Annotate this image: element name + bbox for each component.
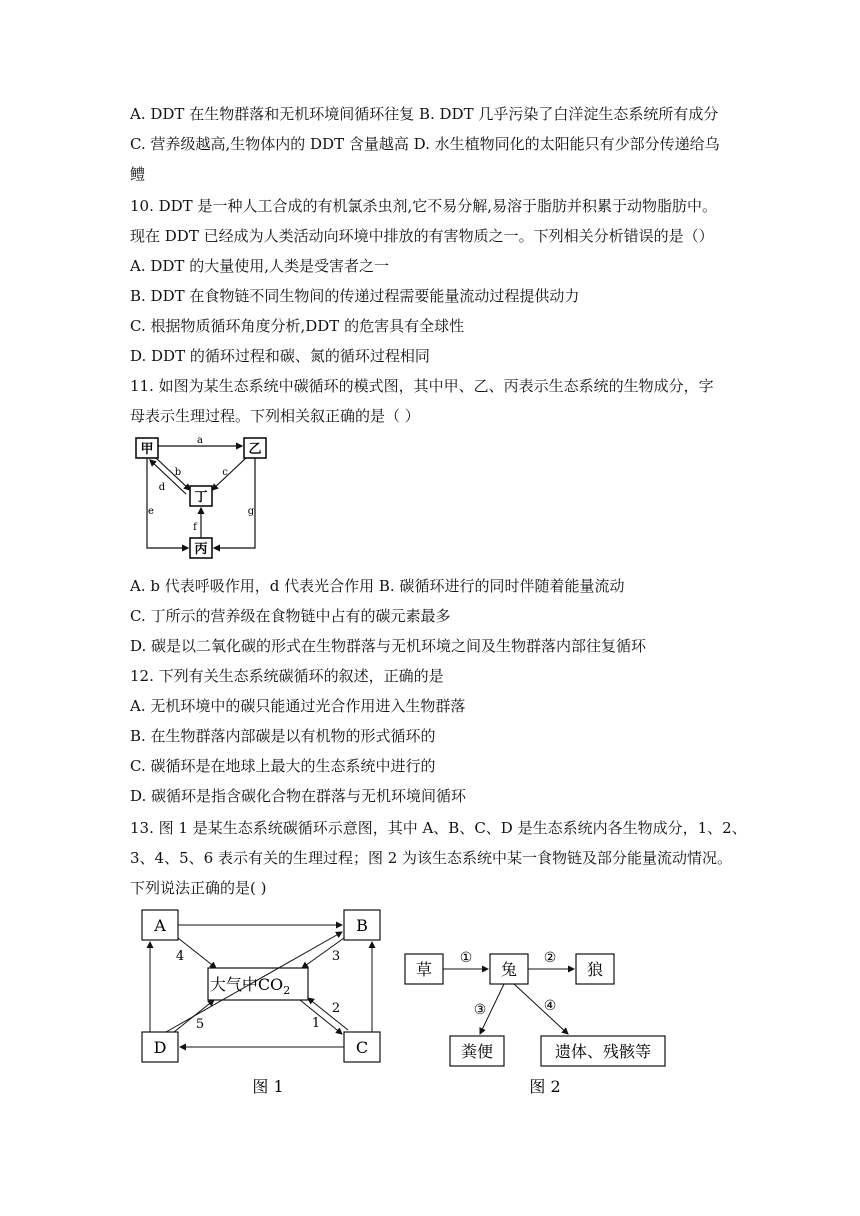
svg-text:c: c (222, 467, 228, 478)
node-ding-label: 丁 (194, 490, 208, 505)
svg-text:B: B (356, 916, 368, 935)
option-line: A. 无机环境中的碳只能通过光合作用进入生物群落 (130, 697, 466, 715)
svg-text:大气中CO2: 大气中$CO_2$ (209, 975, 291, 997)
option-line: D. 碳循环是指含碳化合物在群落与无机环境间循环 (130, 787, 467, 805)
svg-text:a: a (197, 435, 203, 446)
option-line: D. DDT 的循环过程和碳、氮的循环过程相同 (130, 347, 430, 365)
svg-text:粪便: 粪便 (460, 1042, 494, 1061)
svg-text:3: 3 (331, 949, 341, 964)
svg-text:狼: 狼 (586, 960, 604, 979)
option-line: B. 在生物群落内部碳是以有机物的形式循环的 (130, 727, 436, 745)
option-line: C. 碳循环是在地球上最大的生态系统中进行的 (130, 757, 436, 775)
option-line: C. 营养级越高,生物体内的 DDT 含量越高 D. 水生植物同化的太阳能只有少部分传递给乌 (130, 135, 720, 153)
carbon-cycle-figure-1 (130, 902, 400, 1102)
question-line: 下列说法正确的是( ) (130, 879, 267, 897)
question-13: 13. 图 1 是某生态系统碳循环示意图，其中 A、B、C、D 是生态系统内各生物成分，1、2、 (130, 819, 747, 837)
svg-text:①: ① (459, 950, 473, 966)
question-line: 现在 DDT 已经成为人类活动向环境中排放的有害物质之一。下列相关分析错误的是（） (130, 227, 714, 245)
question-10: 10. DDT 是一种人工合成的有机氯杀虫剂,它不易分解,易溶于脂肪并积累于动物脂肪中。 (130, 197, 717, 215)
svg-text:d: d (158, 482, 166, 493)
svg-text:b: b (174, 467, 182, 478)
node-jia-label: 甲 (140, 442, 154, 457)
svg-text:g: g (247, 506, 255, 517)
svg-text:③: ③ (473, 1002, 487, 1018)
option-line: C. 丁所示的营养级在食物链中占有的碳元素最多 (130, 607, 451, 625)
svg-text:f: f (193, 522, 197, 533)
svg-text:C: C (355, 1038, 369, 1057)
option-line: D. 碳是以二氧化碳的形式在生物群落与无机环境之间及生物群落内部往复循环 (130, 637, 647, 655)
svg-text:2: 2 (331, 1001, 341, 1016)
food-chain-figure-2 (400, 940, 680, 1102)
figure-1-caption: 图 1 (252, 1077, 284, 1096)
question-line: 3、4、5、6 表示有关的生理过程；图 2 为该生态系统中某一食物链及部分能量流动情况。 (130, 849, 733, 867)
option-line: C. 根据物质循环角度分析,DDT 的危害具有全球性 (130, 317, 465, 335)
svg-text:遗体、残骸等: 遗体、残骸等 (554, 1042, 652, 1061)
svg-text:e: e (148, 506, 154, 517)
question-12: 12. 下列有关生态系统碳循环的叙述，正确的是 (130, 667, 444, 685)
question-line: 母表示生理过程。下列相关叙正确的是（ ） (130, 407, 420, 425)
option-line: B. DDT 在食物链不同生物间的传递过程需要能量流动过程提供动力 (130, 287, 580, 305)
svg-text:5: 5 (195, 1017, 205, 1032)
question-11: 11. 如图为某生态系统中碳循环的模式图，其中甲、乙、丙表示生态系统的生物成分，字 (130, 377, 714, 395)
option-line: 鳢 (130, 165, 146, 183)
svg-text:②: ② (543, 950, 557, 966)
option-line: A. DDT 的大量使用,人类是受害者之一 (130, 257, 389, 275)
svg-text:④: ④ (543, 998, 557, 1014)
svg-text:4: 4 (175, 949, 185, 964)
svg-text:兔: 兔 (500, 960, 518, 979)
figure-2-caption: 图 2 (529, 1077, 561, 1096)
svg-text:A: A (154, 916, 166, 935)
carbon-cycle-figure-q11 (128, 432, 268, 566)
node-yi-label: 乙 (248, 442, 262, 457)
svg-text:1: 1 (311, 1016, 321, 1031)
svg-text:D: D (153, 1038, 167, 1057)
node-bing-label: 丙 (194, 542, 208, 557)
option-line: A. b 代表呼吸作用，d 代表光合作用 B. 碳循环进行的同时伴随着能量流动 (130, 577, 625, 595)
svg-text:草: 草 (415, 960, 433, 979)
option-line: A. DDT 在生物群落和无机环境间循环往复 B. DDT 几乎污染了白洋淀生态系统所有成分 (130, 105, 719, 123)
